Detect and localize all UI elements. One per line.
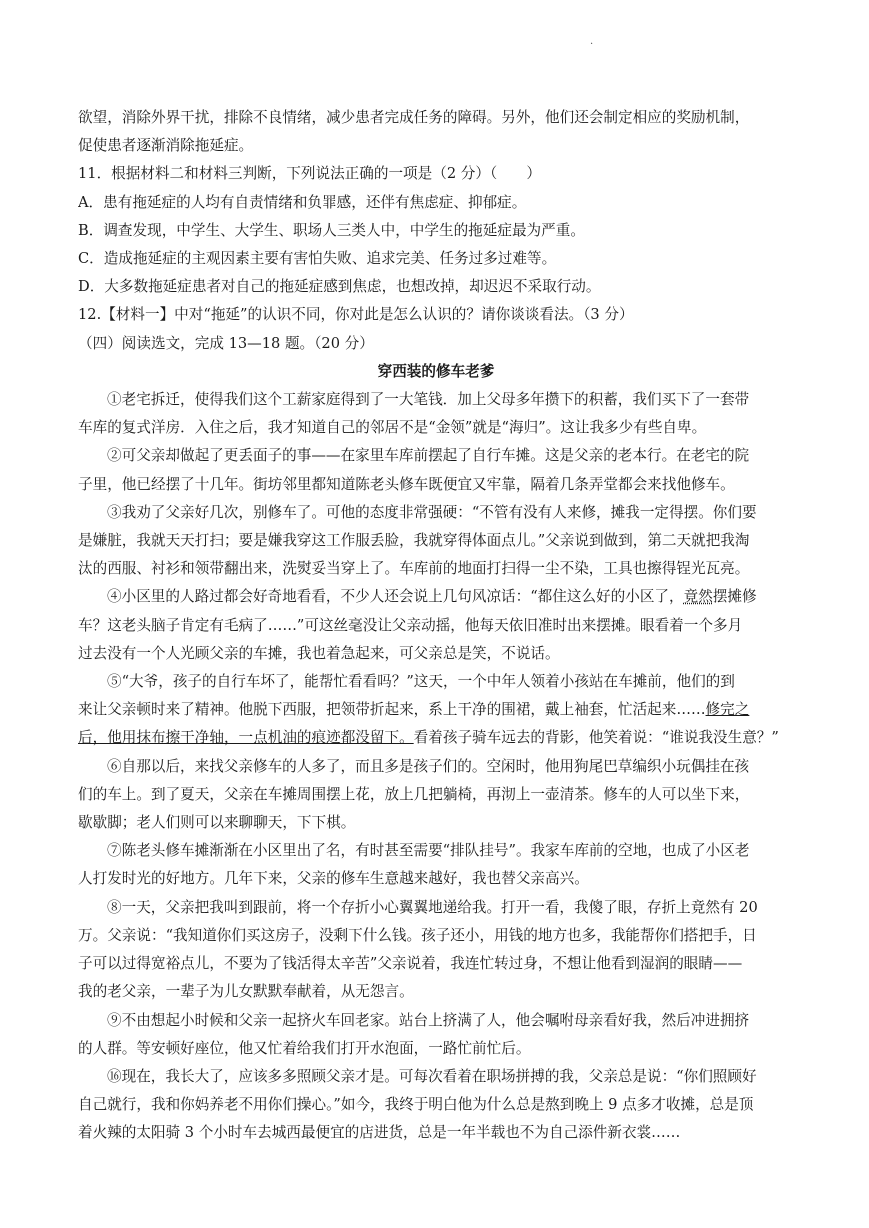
paragraph-6-line-1: ⑥自那以后，来找父亲修车的人多了，而且多是孩子们的。空闲时，他用狗尾巴草编织小玩偶挂在孩 (107, 757, 750, 775)
paragraph-5-line-2 (78, 696, 794, 724)
paragraph-9-line-2: 的人群。等安顿好座位，他又忙着给我们打开水泡面，一路忙前忙后。 (78, 1039, 531, 1057)
header-dot: . (590, 36, 594, 47)
paragraph-7-line-1: ⑦陈老头修车摊渐渐在小区里出了名，有时甚至需要“排队挂号”。我家车库前的空地，也成了小区老 (107, 842, 750, 860)
paragraph-5-line-3 (78, 724, 794, 752)
paragraph-10-line-1: ⑯现在，我长大了，应该多多照顾父亲才是。可每次看着在职场拼搏的我，父亲总是说：“你们照顾好 (107, 1067, 757, 1085)
paragraph-4-emphasis-word: 竟然 (683, 588, 713, 606)
question-11-option-d: D．大多数拖延症患者对自己的拖延症感到焦虑，也想改掉，却迟迟不采取行动。 (78, 278, 601, 296)
material-tail-line-1: 欲望，消除外界干扰，排除不良情绪，减少患者完成任务的障碍。另外，他们还会制定相应的奖励机制， (78, 109, 750, 126)
document-body (78, 104, 794, 1148)
paragraph-5-line-1: ⑤“大爷，孩子的自行车坏了，能帮忙看看吗？”这天，一个中年人领着小孩站在车摊前，他们的到 (107, 673, 735, 691)
paragraph-4-line-2: 车？这老头脑子肯定有毛病了……”可这丝毫没让父亲动摇，他每天依旧准时出来摆摊。眼看着一个多月 (78, 616, 743, 634)
paragraph-8-line-1: ⑧一天，父亲把我叫到跟前，将一个存折小心翼翼地递给我。打开一看，我傻了眼，存折上竟然有 20 (107, 898, 758, 916)
material-tail-line-2: 促使患者逐渐消除拖延症。 (78, 137, 254, 155)
paragraph-5-text-a: 来让父亲顿时来了精神。他脱下西服，把领带折起来，系上干净的围裙，戴上袖套，忙活起来…… (78, 701, 706, 719)
paragraph-4-line-1 (78, 583, 794, 611)
paragraph-4-text-b: 摆摊修 (712, 588, 757, 606)
paragraph-8-line-2: 万。父亲说：“我知道你们买这房子，没剩下什么钱。孩子还小，用钱的地方也多，我能帮你们搭把手，日 (78, 926, 757, 944)
paragraph-6-line-3: 歇歇脚；老人们则可以来聊聊天，下下棋。 (78, 814, 356, 832)
article-title: 穿西装的修车老爹 (377, 362, 495, 380)
section-4-heading: （四）阅读选文，完成 13—18 题。（20 分） (78, 334, 374, 352)
question-11-option-c: C．造成拖延症的主观因素主要有害怕失败、追求完美、任务过多过难等。 (78, 250, 557, 268)
paragraph-7-line-2: 人打发时光的好地方。几年下来，父亲的修车生意越来越好，我也替父亲高兴。 (78, 870, 589, 888)
paragraph-1-line-2: 车库的复式洋房．入住之后，我才知道自己的邻居不是“金领”就是“海归”。这让我多少有些自卑。 (78, 419, 707, 437)
question-11-option-a: A．患有拖延症的人均有自责情绪和负罪感，还伴有焦虑症、抑郁症。 (78, 193, 527, 211)
paragraph-10-line-2: 自己就行，我和你妈养老不用你们操心。”如今，我终于明白他为什么总是熬到晚上 9 点多才收摊，总是顶 (78, 1096, 754, 1114)
paragraph-4-line-3: 过去没有一个人光顾父亲的车摊，我也着急起来，可父亲总是笑，不说话。 (78, 644, 560, 662)
paragraph-5-text-b: 看着孩子骑车远去的背影，他笑着说：“谁说我没生意？” (413, 729, 779, 747)
paragraph-4-text-a: ④小区里的人路过都会好奇地看看，不少人还会说上几句风凉话：“都住这么好的小区了， (107, 588, 684, 606)
paragraph-3-line-1: ③我劝了父亲好几次，别修车了。可他的态度非常强硬：“不管有没有人来修，摊我一定得摆。你们要 (107, 503, 757, 521)
question-11-option-b: B．调查发现，中学生、大学生、职场人三类人中，中学生的拖延症最为严重。 (78, 221, 585, 239)
paragraph-3-line-3: 汰的西服、衬衫和领带翻出来，洗熨妥当穿上了。车库前的地面打扫得一尘不染，工具也擦得锃光瓦亮。 (78, 560, 750, 578)
paragraph-5-underlined-b: 后，他用抹布擦干净轴，一点机油的痕迹都没留下。 (78, 729, 414, 747)
paragraph-2-line-2: 子里，他已经摆了十几年。街坊邻里都知道陈老头修车既便宜又牢靠，隔着几条弄堂都会来找他修车。 (78, 475, 735, 493)
paragraph-5-underlined-a: 修完之 (705, 701, 750, 719)
paragraph-3-line-2: 是嫌脏，我就天天打扫；要是嫌我穿这工作服丢脸，我就穿得体面点儿。”父亲说到做到，第二天就把我淘 (78, 532, 750, 550)
paragraph-2-line-1: ②可父亲却做起了更丢面子的事——在家里车库前摆起了自行车摊。这是父亲的老本行。在老宅的院 (107, 447, 750, 465)
paragraph-1-line-1: ①老宅拆迁，使得我们这个工薪家庭得到了一大笔钱．加上父母多年攒下的积蓄，我们买下了一套带 (107, 391, 750, 409)
paragraph-8-line-4: 我的老父亲，一辈子为儿女默默奉献着，从无怨言。 (78, 983, 414, 1001)
paragraph-9-line-1: ⑨不由想起小时候和父亲一起挤火车回老家。站台上挤满了人，他会嘱咐母亲看好我，然后冲进拥挤 (107, 1011, 750, 1029)
question-11-stem: 11．根据材料二和材料三判断，下列说法正确的一项是（2 分）（ ） (78, 165, 542, 183)
question-12: 12.【材料一】中对“拖延”的认识不同，你对此是怎么认识的？请你谈谈看法。（3 分） (78, 306, 634, 324)
paragraph-8-line-3: 子可以过得宽裕点儿，不要为了钱活得太辛苦”父亲说着，我连忙转过身，不想让他看到湿润的眼睛—— (78, 955, 743, 973)
paragraph-10-line-3: 着火辣的太阳骑 3 个小时车去城西最便宜的店进货，总是一年半载也不为自己添件新衣裳…… (78, 1124, 681, 1142)
paragraph-6-line-2: 们的车上。到了夏天，父亲在车摊周围摆上花，放上几把躺椅，再沏上一壶清茶。修车的人可以坐下来， (78, 785, 750, 803)
